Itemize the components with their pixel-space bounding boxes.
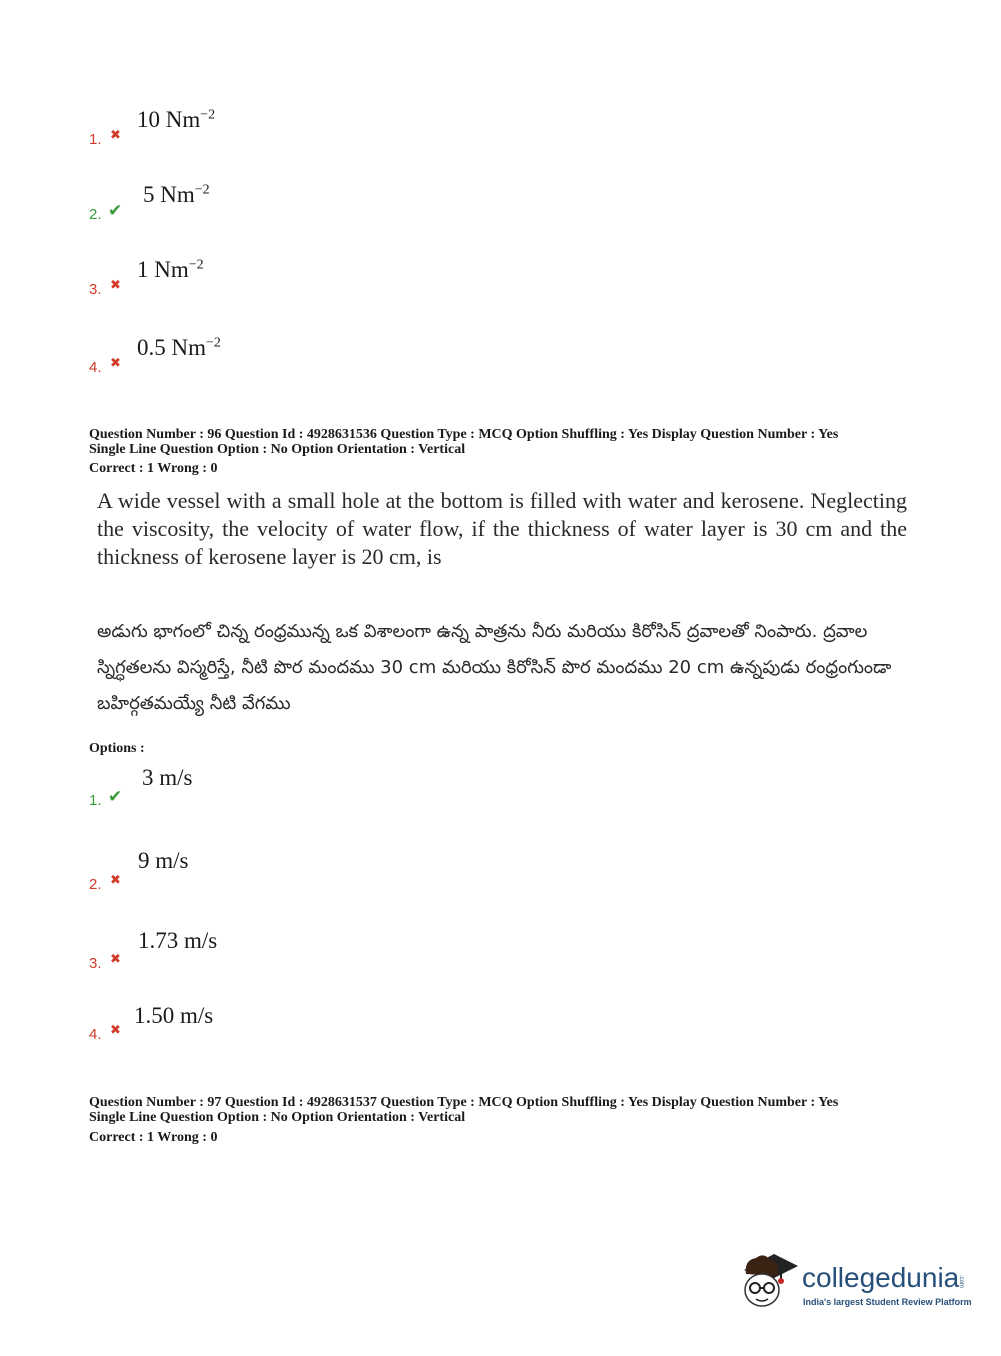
question-text-telugu: అడుగు భాగంలో చిన్న రంధ్రమున్న ఒక విశాలంగా ఉన్న పాత్రను నీరు మరియు కిరోసిన్ ద్రవాలతో నింపారు. ద్రవాల స్నిగ్ధతలను విస్మరిస్తే, నీటి పొర మందము 30 cm మరియు కిరోసిన్ పొర మందము 20 cm ఉన్నపుడు రంధ్రంగుండా బహిర్గతమయ్యే నీటి వేగము xyxy=(97,621,892,714)
option-number: 2. xyxy=(89,876,102,893)
question-text-english: A wide vessel with a small hole at the bottom is filled with water and kerosene. Neglecting the viscosity, the velocity of water flow, if the thickness of water layer is 30 cm and the thickness of kerosene layer is 20 cm, is xyxy=(97,488,907,569)
option-value[interactable]: 1.50 m/s xyxy=(134,1003,214,1028)
logo-domain: .com xyxy=(958,1275,964,1289)
cross-mark-icon: ✖ xyxy=(110,1023,121,1038)
option-value[interactable]: 0.5 $Nm^{-2}$ xyxy=(137,335,221,360)
cross-mark-icon: ✖ xyxy=(110,278,121,293)
option-value[interactable]: 1.73 m/s xyxy=(138,928,218,953)
option-number: 3. xyxy=(89,955,102,972)
cross-mark-icon: ✖ xyxy=(110,356,121,371)
options-label: Options : xyxy=(89,741,145,756)
question-meta-line2: Single Line Question Option : No Option Orientation : Vertical xyxy=(89,442,466,457)
option-value[interactable]: 1 $Nm^{-2}$ xyxy=(137,257,204,282)
question-meta-line2: Single Line Question Option : No Option Orientation : Vertical xyxy=(89,1110,466,1125)
option-value[interactable]: 3 m/s xyxy=(142,765,193,790)
option-number: 1. xyxy=(89,792,102,809)
question-marks: Correct : 1 Wrong : 0 xyxy=(89,1130,218,1145)
option-number: 2. xyxy=(89,206,102,223)
cross-mark-icon: ✖ xyxy=(110,952,121,967)
check-mark-icon: ✔ xyxy=(108,201,123,221)
mascot-icon xyxy=(740,1248,800,1312)
option-value[interactable]: 5 $Nm^{-2}$ xyxy=(143,182,210,207)
option-number: 3. xyxy=(89,281,102,298)
option-number: 4. xyxy=(89,359,102,376)
cross-mark-icon: ✖ xyxy=(110,873,121,888)
cross-mark-icon: ✖ xyxy=(110,128,121,143)
logo-name: collegedunia xyxy=(802,1262,960,1293)
option-number: 1. xyxy=(89,131,102,148)
option-value[interactable]: 9 m/s xyxy=(138,848,189,873)
logo-tagline: India's largest Student Review Platform xyxy=(803,1297,972,1307)
question-meta-line1: Question Number : 96 Question Id : 4928631536 Question Type : MCQ Option Shuffling : Yes Display Question Number : Yes xyxy=(89,427,839,442)
check-mark-icon: ✔ xyxy=(108,787,123,807)
question-marks: Correct : 1 Wrong : 0 xyxy=(89,461,218,476)
question-meta-line1: Question Number : 97 Question Id : 4928631537 Question Type : MCQ Option Shuffling : Yes Display Question Number : Yes xyxy=(89,1095,839,1110)
option-value[interactable]: 10 $Nm^{-2}$ xyxy=(137,107,216,132)
option-number: 4. xyxy=(89,1026,102,1043)
